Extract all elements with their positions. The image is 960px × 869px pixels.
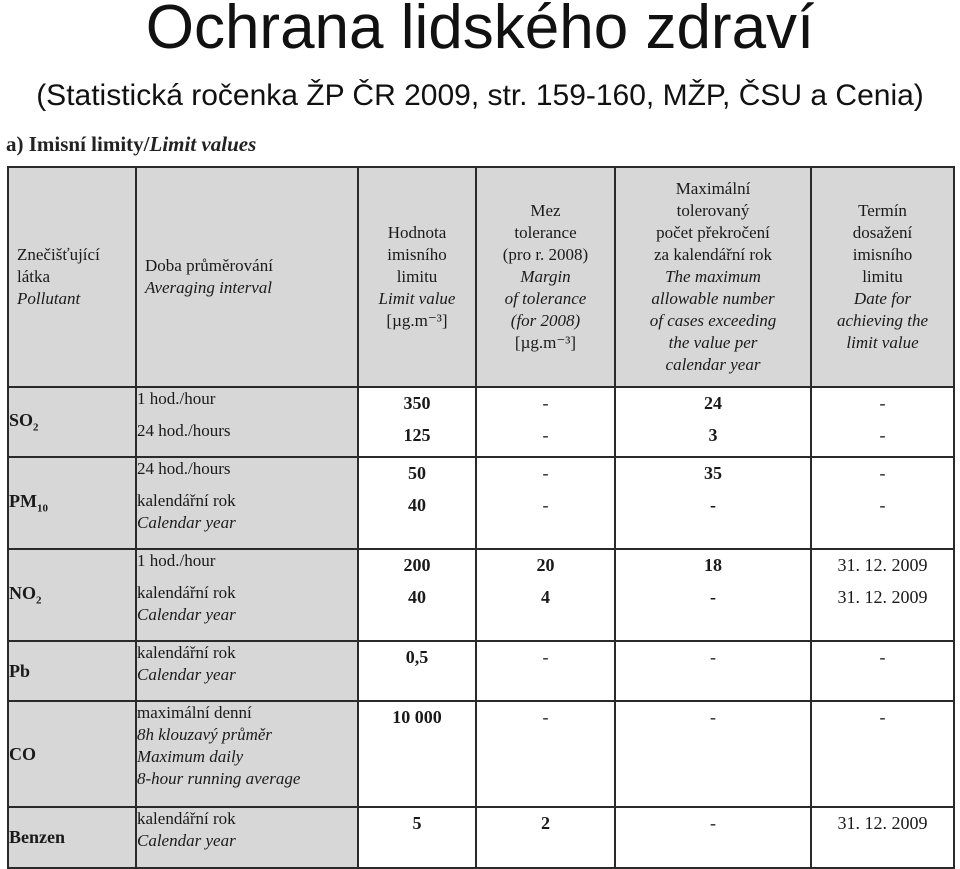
header-date xyxy=(811,167,954,387)
exceed-cell xyxy=(615,701,811,807)
interval-cell xyxy=(136,387,358,457)
date-value: 31. 12. 2009 xyxy=(837,813,928,833)
interval-line: kalendářní rok xyxy=(137,583,236,602)
header-limit xyxy=(358,167,476,387)
exceed-cell xyxy=(615,807,811,868)
interval-line: 24 hod./hours xyxy=(137,421,231,440)
date-value: - xyxy=(879,495,886,515)
header-date-line: Date for xyxy=(853,289,912,308)
interval-line: 24 hod./hours xyxy=(137,459,231,478)
interval-cell xyxy=(136,807,358,868)
header-interval-line: Averaging interval xyxy=(145,278,273,297)
header-margin xyxy=(476,167,615,387)
interval-cell xyxy=(136,457,358,549)
table-header-row xyxy=(8,167,954,387)
header-exceed-line: of cases exceeding xyxy=(649,311,777,330)
pollutant-cell xyxy=(8,641,136,701)
interval-line: Maximum daily xyxy=(137,747,244,766)
header-interval-line: Doba průměrování xyxy=(145,256,273,275)
exceed-value: - xyxy=(710,587,716,607)
exceed-value: 3 xyxy=(708,425,718,445)
limit-value: 10 000 xyxy=(392,707,442,727)
interval-line: 1 hod./hour xyxy=(137,389,216,408)
pollutant-name: Benzen xyxy=(9,827,65,847)
header-margin-line: (for 2008) xyxy=(510,311,581,330)
pollutant-cell xyxy=(8,807,136,868)
interval-line: Calendar year xyxy=(137,831,236,850)
date-cell xyxy=(811,641,954,701)
date-value: - xyxy=(879,393,886,413)
margin-cell xyxy=(476,641,615,701)
exceed-cell xyxy=(615,387,811,457)
margin-value: 2 xyxy=(541,813,550,833)
interval-line: kalendářní rok xyxy=(137,491,236,510)
section-heading xyxy=(6,132,256,157)
header-limit-line: [µg.m⁻³] xyxy=(386,311,448,330)
header-exceed-line: The maximum xyxy=(665,267,761,286)
pollutant-name: SO xyxy=(9,410,34,431)
header-date-line: limit value xyxy=(846,333,919,352)
date-cell xyxy=(811,457,954,549)
section-label-en: Limit values xyxy=(149,132,257,156)
header-pollutant xyxy=(8,167,136,387)
limit-value: 350 xyxy=(403,393,431,413)
margin-cell xyxy=(476,701,615,807)
exceed-value: - xyxy=(710,495,716,515)
table-row xyxy=(8,701,954,807)
section-prefix: a) xyxy=(6,132,24,156)
interval-line: Calendar year xyxy=(137,665,236,684)
header-date-line: achieving the xyxy=(836,311,929,330)
header-margin-line: tolerance xyxy=(514,223,577,242)
interval-entry xyxy=(137,420,357,452)
limit-value: 0,5 xyxy=(405,647,429,667)
limit-value: 125 xyxy=(403,425,431,445)
interval-cell xyxy=(136,641,358,701)
date-value: - xyxy=(879,425,886,445)
pollutant-subscript: 10 xyxy=(36,502,48,515)
header-pollutant-line: Znečišťující xyxy=(17,245,100,264)
pollutant-cell xyxy=(8,387,136,457)
interval-entry xyxy=(137,702,357,802)
limit-cell xyxy=(358,641,476,701)
section-label-cz: Imisní limity/ xyxy=(28,132,150,156)
interval-cell xyxy=(136,549,358,641)
limit-value: 5 xyxy=(412,813,422,833)
exceed-value: 18 xyxy=(704,555,722,575)
interval-line: Calendar year xyxy=(137,605,236,624)
header-margin-line: Mez xyxy=(530,201,561,220)
interval-entry xyxy=(137,490,357,544)
limit-cell xyxy=(358,457,476,549)
exceed-cell xyxy=(615,549,811,641)
date-value: 31. 12. 2009 xyxy=(837,555,928,575)
margin-value: - xyxy=(542,647,549,667)
margin-value: - xyxy=(542,425,549,445)
limit-value: 200 xyxy=(403,555,431,575)
table-row xyxy=(8,641,954,701)
limit-values-table xyxy=(7,166,955,869)
interval-entry xyxy=(137,388,357,420)
header-margin-line: [µg.m⁻³] xyxy=(514,333,577,352)
date-cell xyxy=(811,701,954,807)
table-row xyxy=(8,549,954,641)
interval-entry xyxy=(137,550,357,582)
exceed-cell xyxy=(615,457,811,549)
pollutant-name: Pb xyxy=(9,660,31,681)
interval-line: 8-hour running average xyxy=(137,769,301,788)
pollutant-name: CO xyxy=(9,743,36,764)
exceed-value: - xyxy=(710,647,716,667)
page-title: Ochrana lidského zdraví xyxy=(145,0,815,62)
header-date-line: Termín xyxy=(858,201,907,220)
table-body xyxy=(8,387,954,868)
limit-value: 40 xyxy=(408,495,426,515)
date-cell xyxy=(811,549,954,641)
pollutant-cell xyxy=(8,457,136,549)
exceed-value: 35 xyxy=(704,463,722,483)
margin-cell xyxy=(476,387,615,457)
date-cell xyxy=(811,387,954,457)
header-exceed-line: počet překročení xyxy=(656,223,770,242)
margin-value: - xyxy=(542,495,549,515)
exceed-value: - xyxy=(710,707,716,727)
margin-value: - xyxy=(542,393,549,413)
pollutant-cell xyxy=(8,549,136,641)
header-date-line: dosažení xyxy=(852,223,913,242)
header-margin-line: Margin xyxy=(520,267,571,286)
margin-cell xyxy=(476,549,615,641)
limit-value: 50 xyxy=(408,463,426,483)
header-exceed-line: the value per xyxy=(668,333,758,352)
header-exceed-line: allowable number xyxy=(651,289,775,308)
interval-line: kalendářní rok xyxy=(137,809,236,828)
margin-value: - xyxy=(542,463,549,483)
interval-entry xyxy=(137,808,357,863)
interval-line: 8h klouzavý průměr xyxy=(137,725,273,744)
pollutant-cell xyxy=(8,701,136,807)
header-limit-line: Hodnota xyxy=(387,223,447,242)
limit-cell xyxy=(358,549,476,641)
header-pollutant-line: Pollutant xyxy=(17,289,81,308)
header-exceed-line: tolerovaný xyxy=(676,201,750,220)
table-row xyxy=(8,387,954,457)
interval-entry xyxy=(137,458,357,490)
table-row xyxy=(8,807,954,868)
header-date-line: limitu xyxy=(862,267,903,286)
date-value: 31. 12. 2009 xyxy=(837,587,928,607)
header-margin-line: of tolerance xyxy=(504,289,587,308)
date-value: - xyxy=(879,707,886,727)
header-interval xyxy=(136,167,358,387)
exceed-value: 24 xyxy=(704,393,722,413)
interval-line: maximální denní xyxy=(137,703,252,722)
interval-line: Calendar year xyxy=(137,513,236,532)
date-value: - xyxy=(879,463,886,483)
margin-value: - xyxy=(542,707,549,727)
header-exceed-line: calendar year xyxy=(665,355,761,374)
interval-line: kalendářní rok xyxy=(137,643,236,662)
header-margin-line: (pro r. 2008) xyxy=(502,245,589,264)
header-limit-line: limitu xyxy=(396,267,438,286)
limit-value: 40 xyxy=(408,587,426,607)
date-value: - xyxy=(879,647,886,667)
header-pollutant-line: látka xyxy=(17,267,51,286)
exceed-value: - xyxy=(710,813,716,833)
margin-cell xyxy=(476,807,615,868)
header-limit-line: imisního xyxy=(387,245,447,264)
margin-value: 4 xyxy=(541,587,550,607)
limit-cell xyxy=(358,387,476,457)
date-cell xyxy=(811,807,954,868)
pollutant-subscript: 2 xyxy=(33,421,39,434)
interval-entry xyxy=(137,642,357,696)
exceed-cell xyxy=(615,641,811,701)
table-row xyxy=(8,457,954,549)
margin-cell xyxy=(476,457,615,549)
header-exceed xyxy=(615,167,811,387)
header-limit-line: Limit value xyxy=(378,289,456,308)
margin-value: 20 xyxy=(536,555,555,575)
pollutant-name: PM xyxy=(9,491,37,512)
header-exceed-line: za kalendářní rok xyxy=(654,245,772,264)
limit-cell xyxy=(358,701,476,807)
pollutant-name: NO xyxy=(9,583,36,604)
interval-cell xyxy=(136,701,358,807)
header-date-line: imisního xyxy=(852,245,913,264)
limit-cell xyxy=(358,807,476,868)
header-exceed-line: Maximální xyxy=(675,179,751,198)
pollutant-subscript: 2 xyxy=(36,594,42,607)
page-subtitle: (Statistická ročenka ŽP ČR 2009, str. 159-160, MŽP, ČSU a Cenia) xyxy=(36,79,924,112)
interval-line: 1 hod./hour xyxy=(137,551,216,570)
interval-entry xyxy=(137,582,357,636)
